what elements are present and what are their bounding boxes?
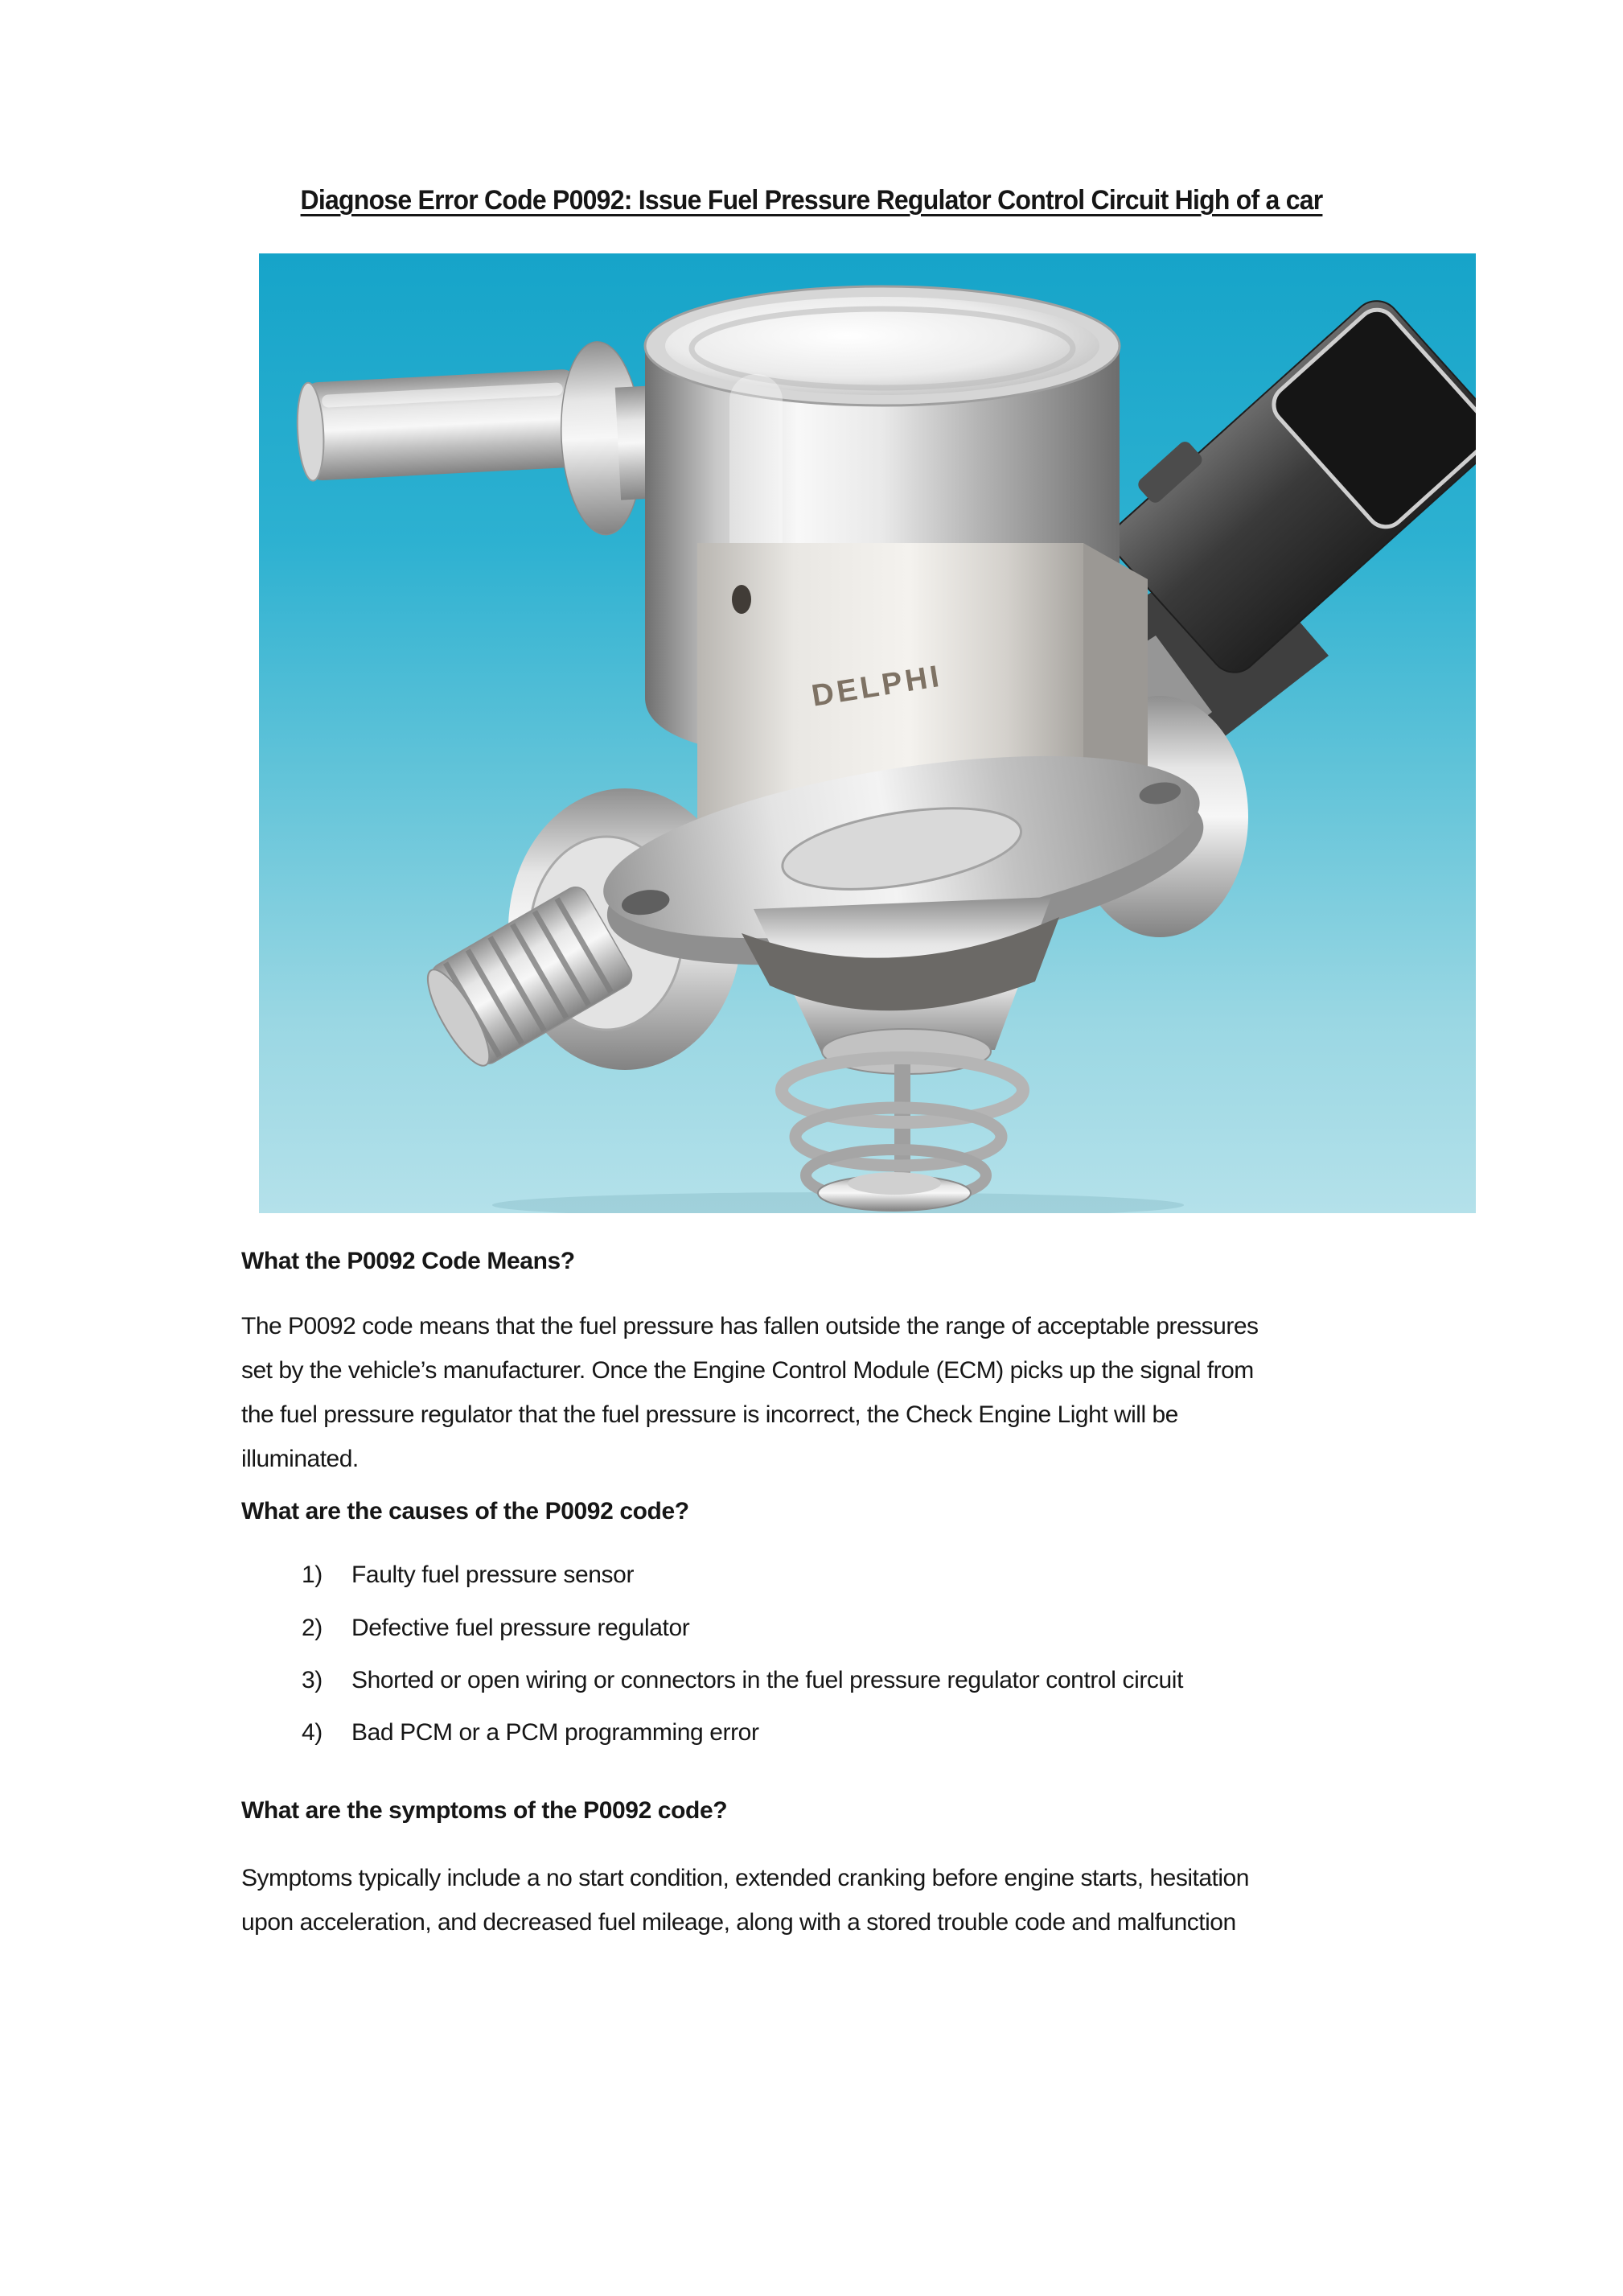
paragraph-symptoms <box>241 1856 1249 1944</box>
paragraph-line: illuminated. <box>241 1446 359 1472</box>
paragraph-line: The P0092 code means that the fuel pressure has fallen outside the range of acceptable pressures <box>241 1313 1259 1339</box>
heading-causes: What are the causes of the P0092 code? <box>241 1498 689 1524</box>
list-item-text: Bad PCM or a PCM programming error <box>351 1719 759 1746</box>
list-item-number: 2) <box>302 1615 323 1641</box>
heading-what-code-means: What the P0092 Code Means? <box>241 1248 575 1274</box>
lower-cone <box>742 897 1059 1074</box>
list-item-number: 1) <box>302 1562 323 1588</box>
page-title <box>241 179 1382 223</box>
page-title-text: Diagnose Error Code P0092: Issue Fuel Pressure Regulator Control Circuit High of a car <box>300 185 1323 216</box>
body-hole <box>732 585 751 614</box>
paragraph-line: set by the vehicle’s manufacturer. Once the Engine Control Module (ECM) picks up the signal from <box>241 1357 1254 1384</box>
list-item <box>0 1710 1623 1755</box>
list-item <box>0 1658 1623 1702</box>
fuel-pressure-regulator-photo <box>259 253 1476 1213</box>
heading-symptoms: What are the symptoms of the P0092 code? <box>241 1797 728 1824</box>
paragraph-line: Symptoms typically include a no start condition, extended cranking before engine starts, hesitation <box>241 1865 1249 1891</box>
valve-spring <box>782 1058 1023 1211</box>
paragraph-line: the fuel pressure regulator that the fuel pressure is incorrect, the Check Engine Light will be <box>241 1401 1178 1428</box>
fuel-outlet-tube <box>294 338 679 550</box>
list-item <box>0 1606 1623 1650</box>
fuel-pressure-regulator-illustration <box>259 253 1476 1213</box>
paragraph-code-means <box>241 1304 1259 1481</box>
brand-label: DELPHI <box>809 659 945 714</box>
list-item-text: Defective fuel pressure regulator <box>351 1615 690 1641</box>
list-item-number: 3) <box>302 1667 323 1693</box>
list-item-text: Shorted or open wiring or connectors in the fuel pressure regulator control circuit <box>351 1667 1184 1693</box>
paragraph-line: upon acceleration, and decreased fuel mileage, along with a stored trouble code and malfunction <box>241 1909 1236 1936</box>
list-item-number: 4) <box>302 1719 323 1746</box>
list-item-text: Faulty fuel pressure sensor <box>351 1562 635 1588</box>
list-item <box>0 1553 1623 1597</box>
